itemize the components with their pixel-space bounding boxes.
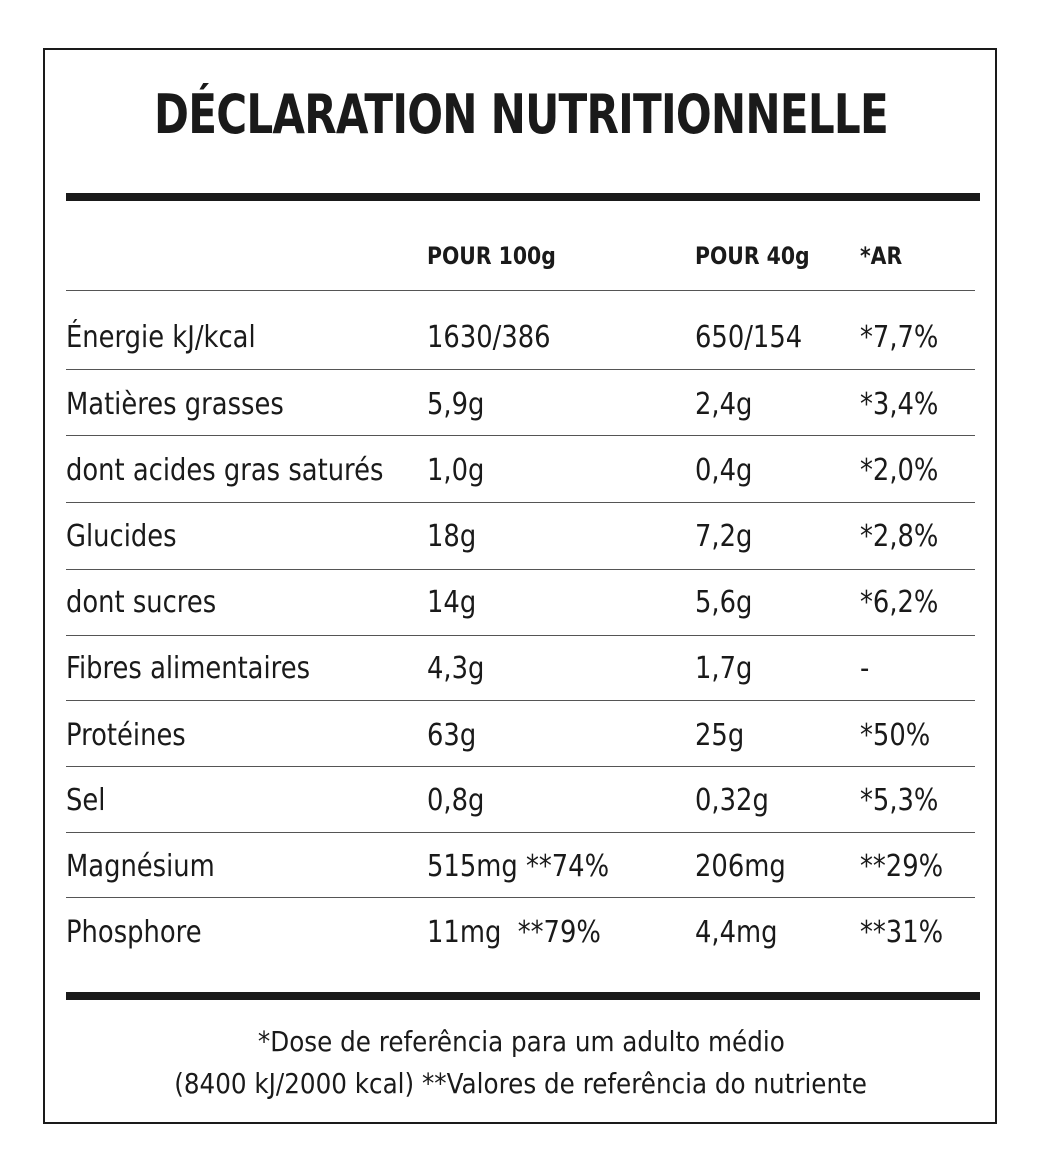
row-label: Protéines xyxy=(66,718,186,753)
row-per-100g: 5,9g xyxy=(427,387,485,422)
row-divider xyxy=(66,700,975,701)
row-per-40g: 25g xyxy=(695,718,745,753)
row-divider xyxy=(66,290,975,291)
row-divider xyxy=(66,369,975,370)
row-label: dont sucres xyxy=(66,585,217,620)
row-per-40g: 206mg xyxy=(695,849,786,884)
row-per-40g: 0,32g xyxy=(695,783,769,818)
row-per-100g: 11mg **79% xyxy=(427,915,601,950)
row-label: Matières grasses xyxy=(66,387,284,422)
header-per-100g: POUR 100g xyxy=(427,242,556,270)
row-divider xyxy=(66,502,975,503)
table-row xyxy=(0,387,1042,427)
row-ar: *2,0% xyxy=(860,453,939,488)
row-ar: **29% xyxy=(860,849,944,884)
row-label: dont acides gras saturés xyxy=(66,453,384,488)
bottom-divider xyxy=(66,992,980,1000)
row-divider xyxy=(66,832,975,833)
row-divider xyxy=(66,897,975,898)
table-row xyxy=(0,651,1042,691)
header-per-40g: POUR 40g xyxy=(695,242,810,270)
page-title: DÉCLARATION NUTRITIONNELLE xyxy=(154,83,888,146)
table-row xyxy=(0,915,1042,955)
row-per-100g: 4,3g xyxy=(427,651,485,686)
table-header xyxy=(0,242,1042,278)
table-row xyxy=(0,783,1042,823)
table-row xyxy=(0,453,1042,493)
row-divider xyxy=(66,435,975,436)
row-ar: - xyxy=(860,651,870,686)
row-ar: **31% xyxy=(860,915,944,950)
row-divider xyxy=(66,569,975,570)
row-label: Fibres alimentaires xyxy=(66,651,311,686)
footnote-line-1 xyxy=(0,1025,1042,1058)
table-row xyxy=(0,718,1042,758)
row-per-100g: 18g xyxy=(427,519,477,554)
row-per-40g: 7,2g xyxy=(695,519,753,554)
row-per-100g: 63g xyxy=(427,718,477,753)
row-ar: *6,2% xyxy=(860,585,939,620)
row-per-40g: 2,4g xyxy=(695,387,753,422)
row-per-100g: 14g xyxy=(427,585,477,620)
table-row xyxy=(0,849,1042,889)
row-per-100g: 1630/386 xyxy=(427,320,551,355)
row-ar: *3,4% xyxy=(860,387,939,422)
row-ar: *50% xyxy=(860,718,931,753)
row-label: Énergie kJ/kcal xyxy=(66,320,256,355)
row-per-100g: 1,0g xyxy=(427,453,485,488)
footnote-text-1: *Dose de referência para um adulto médio xyxy=(257,1025,785,1058)
row-label: Sel xyxy=(66,783,106,818)
row-divider xyxy=(66,635,975,636)
footnote-line-2 xyxy=(0,1067,1042,1100)
row-label: Phosphore xyxy=(66,915,202,950)
header-ar: *AR xyxy=(860,242,903,270)
row-per-40g: 0,4g xyxy=(695,453,753,488)
row-ar: *5,3% xyxy=(860,783,939,818)
row-ar: *2,8% xyxy=(860,519,939,554)
table-row xyxy=(0,585,1042,625)
table-row xyxy=(0,519,1042,559)
row-per-100g: 0,8g xyxy=(427,783,485,818)
row-per-40g: 5,6g xyxy=(695,585,753,620)
row-label: Glucides xyxy=(66,519,177,554)
table-row xyxy=(0,320,1042,360)
top-divider xyxy=(66,193,980,201)
row-per-40g: 650/154 xyxy=(695,320,803,355)
row-per-40g: 1,7g xyxy=(695,651,753,686)
row-per-40g: 4,4mg xyxy=(695,915,778,950)
row-label: Magnésium xyxy=(66,849,215,884)
footnote-text-2: (8400 kJ/2000 kcal) **Valores de referência do nutriente xyxy=(174,1067,868,1100)
row-divider xyxy=(66,766,975,767)
row-per-100g: 515mg **74% xyxy=(427,849,610,884)
row-ar: *7,7% xyxy=(860,320,939,355)
